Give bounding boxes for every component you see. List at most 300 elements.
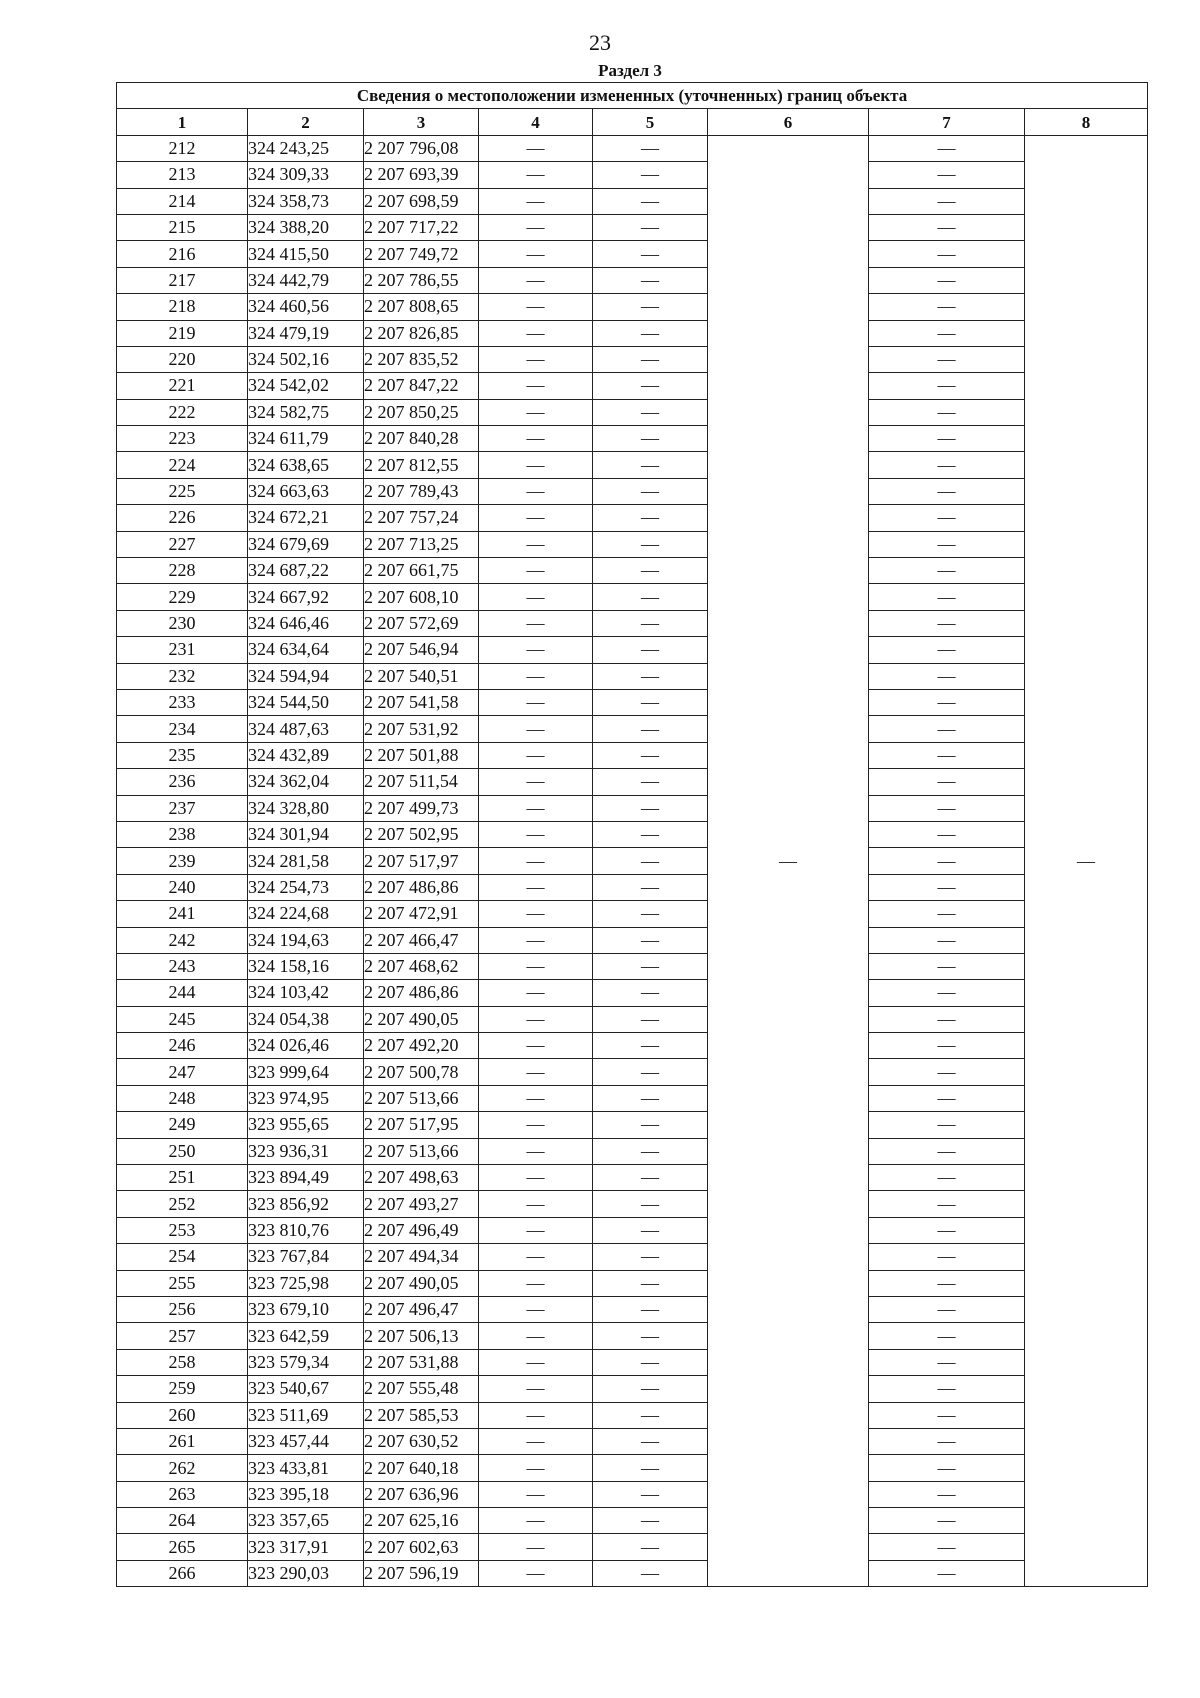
table-row bbox=[117, 1376, 1148, 1402]
x-coordinate-cell: 324 054,38 bbox=[248, 1006, 364, 1032]
y-coordinate-cell: 2 207 513,66 bbox=[364, 1085, 479, 1111]
y-coordinate-cell: 2 207 661,75 bbox=[364, 558, 479, 584]
column-7-cell: — bbox=[869, 531, 1025, 557]
table-row bbox=[117, 1138, 1148, 1164]
table-row bbox=[117, 848, 1148, 874]
column-4-cell: — bbox=[479, 637, 593, 663]
point-number-cell: 231 bbox=[117, 637, 248, 663]
column-4-cell: — bbox=[479, 505, 593, 531]
x-coordinate-cell: 324 611,79 bbox=[248, 426, 364, 452]
x-coordinate-cell: 324 328,80 bbox=[248, 795, 364, 821]
column-7-cell: — bbox=[869, 689, 1025, 715]
table-row bbox=[117, 663, 1148, 689]
column-header-6: 6 bbox=[708, 109, 869, 135]
column-4-cell: — bbox=[479, 478, 593, 504]
column-7-cell: — bbox=[869, 584, 1025, 610]
table-row bbox=[117, 1006, 1148, 1032]
y-coordinate-cell: 2 207 789,43 bbox=[364, 478, 479, 504]
column-4-cell: — bbox=[479, 980, 593, 1006]
table-row bbox=[117, 1323, 1148, 1349]
column-4-cell: — bbox=[479, 188, 593, 214]
table-row bbox=[117, 1217, 1148, 1243]
column-5-cell: — bbox=[593, 1534, 708, 1560]
column-4-cell: — bbox=[479, 1323, 593, 1349]
x-coordinate-cell: 324 194,63 bbox=[248, 927, 364, 953]
column-4-cell: — bbox=[479, 584, 593, 610]
column-4-cell: — bbox=[479, 1534, 593, 1560]
point-number-cell: 242 bbox=[117, 927, 248, 953]
column-5-cell: — bbox=[593, 294, 708, 320]
table-row bbox=[117, 1481, 1148, 1507]
point-number-cell: 213 bbox=[117, 162, 248, 188]
table-row bbox=[117, 241, 1148, 267]
column-7-cell: — bbox=[869, 795, 1025, 821]
point-number-cell: 262 bbox=[117, 1455, 248, 1481]
point-number-cell: 233 bbox=[117, 689, 248, 715]
y-coordinate-cell: 2 207 713,25 bbox=[364, 531, 479, 557]
column-7-cell: — bbox=[869, 1138, 1025, 1164]
column-7-cell: — bbox=[869, 1191, 1025, 1217]
table-row bbox=[117, 689, 1148, 715]
table-row bbox=[117, 1112, 1148, 1138]
x-coordinate-cell: 324 594,94 bbox=[248, 663, 364, 689]
column-4-cell: — bbox=[479, 373, 593, 399]
y-coordinate-cell: 2 207 492,20 bbox=[364, 1033, 479, 1059]
x-coordinate-cell: 324 158,16 bbox=[248, 953, 364, 979]
x-coordinate-cell: 324 663,63 bbox=[248, 478, 364, 504]
table-row bbox=[117, 214, 1148, 240]
y-coordinate-cell: 2 207 847,22 bbox=[364, 373, 479, 399]
x-coordinate-cell: 324 672,21 bbox=[248, 505, 364, 531]
column-4-cell: — bbox=[479, 1296, 593, 1322]
column-5-cell: — bbox=[593, 267, 708, 293]
y-coordinate-cell: 2 207 499,73 bbox=[364, 795, 479, 821]
y-coordinate-cell: 2 207 493,27 bbox=[364, 1191, 479, 1217]
point-number-cell: 227 bbox=[117, 531, 248, 557]
column-4-cell: — bbox=[479, 848, 593, 874]
column-5-cell: — bbox=[593, 214, 708, 240]
column-7-cell: — bbox=[869, 1508, 1025, 1534]
table-row bbox=[117, 320, 1148, 346]
y-coordinate-cell: 2 207 486,86 bbox=[364, 980, 479, 1006]
x-coordinate-cell: 324 026,46 bbox=[248, 1033, 364, 1059]
column-4-cell: — bbox=[479, 346, 593, 372]
column-5-cell: — bbox=[593, 346, 708, 372]
x-coordinate-cell: 324 479,19 bbox=[248, 320, 364, 346]
y-coordinate-cell: 2 207 468,62 bbox=[364, 953, 479, 979]
column-5-cell: — bbox=[593, 1349, 708, 1375]
y-coordinate-cell: 2 207 500,78 bbox=[364, 1059, 479, 1085]
y-coordinate-cell: 2 207 786,55 bbox=[364, 267, 479, 293]
x-coordinate-cell: 323 955,65 bbox=[248, 1112, 364, 1138]
y-coordinate-cell: 2 207 531,92 bbox=[364, 716, 479, 742]
column-7-cell: — bbox=[869, 1059, 1025, 1085]
column-7-cell: — bbox=[869, 1455, 1025, 1481]
column-4-cell: — bbox=[479, 901, 593, 927]
column-5-cell: — bbox=[593, 901, 708, 927]
column-8-merged-cell: — bbox=[1025, 135, 1148, 1586]
y-coordinate-cell: 2 207 517,95 bbox=[364, 1112, 479, 1138]
table-row bbox=[117, 1270, 1148, 1296]
point-number-cell: 243 bbox=[117, 953, 248, 979]
column-7-cell: — bbox=[869, 901, 1025, 927]
column-header-2: 2 bbox=[248, 109, 364, 135]
column-5-cell: — bbox=[593, 135, 708, 161]
table-row bbox=[117, 1349, 1148, 1375]
column-5-cell: — bbox=[593, 689, 708, 715]
column-5-cell: — bbox=[593, 769, 708, 795]
point-number-cell: 221 bbox=[117, 373, 248, 399]
point-number-cell: 248 bbox=[117, 1085, 248, 1111]
x-coordinate-cell: 324 254,73 bbox=[248, 874, 364, 900]
column-5-cell: — bbox=[593, 1165, 708, 1191]
table-row bbox=[117, 610, 1148, 636]
y-coordinate-cell: 2 207 749,72 bbox=[364, 241, 479, 267]
column-6-merged-cell: — bbox=[708, 135, 869, 1586]
table-row bbox=[117, 399, 1148, 425]
y-coordinate-cell: 2 207 486,86 bbox=[364, 874, 479, 900]
column-4-cell: — bbox=[479, 1481, 593, 1507]
y-coordinate-cell: 2 207 501,88 bbox=[364, 742, 479, 768]
column-5-cell: — bbox=[593, 821, 708, 847]
x-coordinate-cell: 324 309,33 bbox=[248, 162, 364, 188]
column-5-cell: — bbox=[593, 1323, 708, 1349]
column-5-cell: — bbox=[593, 531, 708, 557]
point-number-cell: 247 bbox=[117, 1059, 248, 1085]
column-4-cell: — bbox=[479, 1006, 593, 1032]
column-7-cell: — bbox=[869, 241, 1025, 267]
column-4-cell: — bbox=[479, 452, 593, 478]
column-5-cell: — bbox=[593, 1244, 708, 1270]
table-caption: Сведения о местоположении измененных (уточненных) границ объекта bbox=[117, 83, 1148, 109]
point-number-cell: 222 bbox=[117, 399, 248, 425]
point-number-cell: 216 bbox=[117, 241, 248, 267]
y-coordinate-cell: 2 207 466,47 bbox=[364, 927, 479, 953]
x-coordinate-cell: 324 667,92 bbox=[248, 584, 364, 610]
column-7-cell: — bbox=[869, 1349, 1025, 1375]
column-4-cell: — bbox=[479, 1428, 593, 1454]
column-7-cell: — bbox=[869, 1244, 1025, 1270]
y-coordinate-cell: 2 207 490,05 bbox=[364, 1006, 479, 1032]
x-coordinate-cell: 323 357,65 bbox=[248, 1508, 364, 1534]
column-4-cell: — bbox=[479, 769, 593, 795]
y-coordinate-cell: 2 207 572,69 bbox=[364, 610, 479, 636]
column-4-cell: — bbox=[479, 135, 593, 161]
x-coordinate-cell: 324 281,58 bbox=[248, 848, 364, 874]
column-4-cell: — bbox=[479, 1349, 593, 1375]
section-title: Раздел 3 bbox=[598, 61, 662, 80]
column-5-cell: — bbox=[593, 558, 708, 584]
y-coordinate-cell: 2 207 517,97 bbox=[364, 848, 479, 874]
table-row bbox=[117, 769, 1148, 795]
column-5-cell: — bbox=[593, 848, 708, 874]
column-7-cell: — bbox=[869, 1560, 1025, 1586]
y-coordinate-cell: 2 207 541,58 bbox=[364, 689, 479, 715]
x-coordinate-cell: 323 579,34 bbox=[248, 1349, 364, 1375]
table-row bbox=[117, 1508, 1148, 1534]
y-coordinate-cell: 2 207 502,95 bbox=[364, 821, 479, 847]
column-7-cell: — bbox=[869, 1428, 1025, 1454]
point-number-cell: 252 bbox=[117, 1191, 248, 1217]
table-row bbox=[117, 1165, 1148, 1191]
column-5-cell: — bbox=[593, 980, 708, 1006]
column-7-cell: — bbox=[869, 346, 1025, 372]
column-7-cell: — bbox=[869, 399, 1025, 425]
column-4-cell: — bbox=[479, 610, 593, 636]
point-number-cell: 266 bbox=[117, 1560, 248, 1586]
column-4-cell: — bbox=[479, 294, 593, 320]
column-7-cell: — bbox=[869, 663, 1025, 689]
column-5-cell: — bbox=[593, 320, 708, 346]
column-5-cell: — bbox=[593, 584, 708, 610]
y-coordinate-cell: 2 207 496,47 bbox=[364, 1296, 479, 1322]
column-5-cell: — bbox=[593, 953, 708, 979]
column-5-cell: — bbox=[593, 478, 708, 504]
point-number-cell: 258 bbox=[117, 1349, 248, 1375]
x-coordinate-cell: 324 679,69 bbox=[248, 531, 364, 557]
column-7-cell: — bbox=[869, 848, 1025, 874]
column-7-cell: — bbox=[869, 373, 1025, 399]
x-coordinate-cell: 324 442,79 bbox=[248, 267, 364, 293]
column-5-cell: — bbox=[593, 716, 708, 742]
column-4-cell: — bbox=[479, 927, 593, 953]
x-coordinate-cell: 323 317,91 bbox=[248, 1534, 364, 1560]
column-7-cell: — bbox=[869, 505, 1025, 531]
point-number-cell: 257 bbox=[117, 1323, 248, 1349]
x-coordinate-cell: 324 362,04 bbox=[248, 769, 364, 795]
x-coordinate-cell: 324 301,94 bbox=[248, 821, 364, 847]
table-row bbox=[117, 953, 1148, 979]
column-5-cell: — bbox=[593, 1270, 708, 1296]
column-header-8: 8 bbox=[1025, 109, 1148, 135]
column-header-4: 4 bbox=[479, 109, 593, 135]
column-5-cell: — bbox=[593, 1112, 708, 1138]
column-7-cell: — bbox=[869, 742, 1025, 768]
column-5-cell: — bbox=[593, 426, 708, 452]
x-coordinate-cell: 324 432,89 bbox=[248, 742, 364, 768]
column-7-cell: — bbox=[869, 1270, 1025, 1296]
table-row bbox=[117, 821, 1148, 847]
y-coordinate-cell: 2 207 511,54 bbox=[364, 769, 479, 795]
table-row bbox=[117, 478, 1148, 504]
column-5-cell: — bbox=[593, 1455, 708, 1481]
column-4-cell: — bbox=[479, 1138, 593, 1164]
table-row bbox=[117, 1534, 1148, 1560]
y-coordinate-cell: 2 207 693,39 bbox=[364, 162, 479, 188]
column-4-cell: — bbox=[479, 874, 593, 900]
y-coordinate-cell: 2 207 850,25 bbox=[364, 399, 479, 425]
column-5-cell: — bbox=[593, 241, 708, 267]
y-coordinate-cell: 2 207 812,55 bbox=[364, 452, 479, 478]
column-4-cell: — bbox=[479, 663, 593, 689]
x-coordinate-cell: 324 487,63 bbox=[248, 716, 364, 742]
point-number-cell: 261 bbox=[117, 1428, 248, 1454]
table-row bbox=[117, 162, 1148, 188]
x-coordinate-cell: 323 679,10 bbox=[248, 1296, 364, 1322]
point-number-cell: 246 bbox=[117, 1033, 248, 1059]
table-row bbox=[117, 1033, 1148, 1059]
table-row bbox=[117, 980, 1148, 1006]
table-row bbox=[117, 452, 1148, 478]
column-7-cell: — bbox=[869, 558, 1025, 584]
y-coordinate-cell: 2 207 585,53 bbox=[364, 1402, 479, 1428]
column-5-cell: — bbox=[593, 188, 708, 214]
column-7-cell: — bbox=[869, 320, 1025, 346]
column-7-cell: — bbox=[869, 716, 1025, 742]
x-coordinate-cell: 324 646,46 bbox=[248, 610, 364, 636]
x-coordinate-cell: 323 511,69 bbox=[248, 1402, 364, 1428]
point-number-cell: 226 bbox=[117, 505, 248, 531]
x-coordinate-cell: 324 634,64 bbox=[248, 637, 364, 663]
column-4-cell: — bbox=[479, 1270, 593, 1296]
point-number-cell: 215 bbox=[117, 214, 248, 240]
table-row bbox=[117, 505, 1148, 531]
x-coordinate-cell: 323 433,81 bbox=[248, 1455, 364, 1481]
point-number-cell: 264 bbox=[117, 1508, 248, 1534]
point-number-cell: 220 bbox=[117, 346, 248, 372]
column-header-5: 5 bbox=[593, 109, 708, 135]
caption-row bbox=[117, 83, 1148, 109]
column-7-cell: — bbox=[869, 1006, 1025, 1032]
column-4-cell: — bbox=[479, 241, 593, 267]
column-4-cell: — bbox=[479, 1455, 593, 1481]
table-row bbox=[117, 584, 1148, 610]
column-4-cell: — bbox=[479, 1085, 593, 1111]
table-row bbox=[117, 267, 1148, 293]
column-5-cell: — bbox=[593, 505, 708, 531]
column-7-cell: — bbox=[869, 214, 1025, 240]
point-number-cell: 234 bbox=[117, 716, 248, 742]
column-5-cell: — bbox=[593, 1085, 708, 1111]
column-4-cell: — bbox=[479, 399, 593, 425]
column-7-cell: — bbox=[869, 637, 1025, 663]
column-7-cell: — bbox=[869, 1481, 1025, 1507]
table-row bbox=[117, 531, 1148, 557]
point-number-cell: 245 bbox=[117, 1006, 248, 1032]
y-coordinate-cell: 2 207 608,10 bbox=[364, 584, 479, 610]
point-number-cell: 244 bbox=[117, 980, 248, 1006]
column-7-cell: — bbox=[869, 267, 1025, 293]
point-number-cell: 251 bbox=[117, 1165, 248, 1191]
x-coordinate-cell: 324 358,73 bbox=[248, 188, 364, 214]
column-7-cell: — bbox=[869, 294, 1025, 320]
x-coordinate-cell: 324 544,50 bbox=[248, 689, 364, 715]
x-coordinate-cell: 323 395,18 bbox=[248, 1481, 364, 1507]
column-4-cell: — bbox=[479, 1033, 593, 1059]
table-row bbox=[117, 716, 1148, 742]
y-coordinate-cell: 2 207 506,13 bbox=[364, 1323, 479, 1349]
x-coordinate-cell: 323 540,67 bbox=[248, 1376, 364, 1402]
table-row bbox=[117, 1244, 1148, 1270]
x-coordinate-cell: 324 542,02 bbox=[248, 373, 364, 399]
column-4-cell: — bbox=[479, 1560, 593, 1586]
x-coordinate-cell: 323 810,76 bbox=[248, 1217, 364, 1243]
table-row bbox=[117, 927, 1148, 953]
x-coordinate-cell: 324 388,20 bbox=[248, 214, 364, 240]
y-coordinate-cell: 2 207 808,65 bbox=[364, 294, 479, 320]
y-coordinate-cell: 2 207 494,34 bbox=[364, 1244, 479, 1270]
column-4-cell: — bbox=[479, 162, 593, 188]
column-5-cell: — bbox=[593, 1191, 708, 1217]
point-number-cell: 224 bbox=[117, 452, 248, 478]
column-5-cell: — bbox=[593, 795, 708, 821]
column-5-cell: — bbox=[593, 1059, 708, 1085]
y-coordinate-cell: 2 207 540,51 bbox=[364, 663, 479, 689]
column-4-cell: — bbox=[479, 1402, 593, 1428]
column-7-cell: — bbox=[869, 188, 1025, 214]
point-number-cell: 217 bbox=[117, 267, 248, 293]
point-number-cell: 237 bbox=[117, 795, 248, 821]
column-5-cell: — bbox=[593, 637, 708, 663]
x-coordinate-cell: 323 725,98 bbox=[248, 1270, 364, 1296]
table-row bbox=[117, 1560, 1148, 1586]
x-coordinate-cell: 324 460,56 bbox=[248, 294, 364, 320]
column-4-cell: — bbox=[479, 531, 593, 557]
point-number-cell: 236 bbox=[117, 769, 248, 795]
point-number-cell: 249 bbox=[117, 1112, 248, 1138]
y-coordinate-cell: 2 207 625,16 bbox=[364, 1508, 479, 1534]
point-number-cell: 260 bbox=[117, 1402, 248, 1428]
column-5-cell: — bbox=[593, 1428, 708, 1454]
point-number-cell: 229 bbox=[117, 584, 248, 610]
table-row bbox=[117, 558, 1148, 584]
y-coordinate-cell: 2 207 531,88 bbox=[364, 1349, 479, 1375]
x-coordinate-cell: 323 974,95 bbox=[248, 1085, 364, 1111]
column-7-cell: — bbox=[869, 1217, 1025, 1243]
column-5-cell: — bbox=[593, 663, 708, 689]
column-4-cell: — bbox=[479, 426, 593, 452]
column-7-cell: — bbox=[869, 135, 1025, 161]
column-4-cell: — bbox=[479, 214, 593, 240]
column-7-cell: — bbox=[869, 1033, 1025, 1059]
column-4-cell: — bbox=[479, 821, 593, 847]
y-coordinate-cell: 2 207 840,28 bbox=[364, 426, 479, 452]
table-row bbox=[117, 795, 1148, 821]
point-number-cell: 214 bbox=[117, 188, 248, 214]
x-coordinate-cell: 324 415,50 bbox=[248, 241, 364, 267]
point-number-cell: 238 bbox=[117, 821, 248, 847]
page-number: 23 bbox=[589, 30, 611, 55]
column-4-cell: — bbox=[479, 1244, 593, 1270]
y-coordinate-cell: 2 207 630,52 bbox=[364, 1428, 479, 1454]
y-coordinate-cell: 2 207 796,08 bbox=[364, 135, 479, 161]
x-coordinate-cell: 323 767,84 bbox=[248, 1244, 364, 1270]
table-row bbox=[117, 373, 1148, 399]
y-coordinate-cell: 2 207 472,91 bbox=[364, 901, 479, 927]
column-5-cell: — bbox=[593, 1560, 708, 1586]
y-coordinate-cell: 2 207 835,52 bbox=[364, 346, 479, 372]
table-row bbox=[117, 1191, 1148, 1217]
x-coordinate-cell: 323 642,59 bbox=[248, 1323, 364, 1349]
column-5-cell: — bbox=[593, 1481, 708, 1507]
column-5-cell: — bbox=[593, 1296, 708, 1322]
x-coordinate-cell: 324 224,68 bbox=[248, 901, 364, 927]
point-number-cell: 218 bbox=[117, 294, 248, 320]
column-7-cell: — bbox=[869, 1402, 1025, 1428]
table-row bbox=[117, 1085, 1148, 1111]
y-coordinate-cell: 2 207 498,63 bbox=[364, 1165, 479, 1191]
table-row bbox=[117, 426, 1148, 452]
table-row bbox=[117, 874, 1148, 900]
table-row bbox=[117, 901, 1148, 927]
column-7-cell: — bbox=[869, 452, 1025, 478]
column-5-cell: — bbox=[593, 452, 708, 478]
column-7-cell: — bbox=[869, 1165, 1025, 1191]
column-5-cell: — bbox=[593, 162, 708, 188]
column-7-cell: — bbox=[869, 980, 1025, 1006]
column-4-cell: — bbox=[479, 1112, 593, 1138]
y-coordinate-cell: 2 207 490,05 bbox=[364, 1270, 479, 1296]
